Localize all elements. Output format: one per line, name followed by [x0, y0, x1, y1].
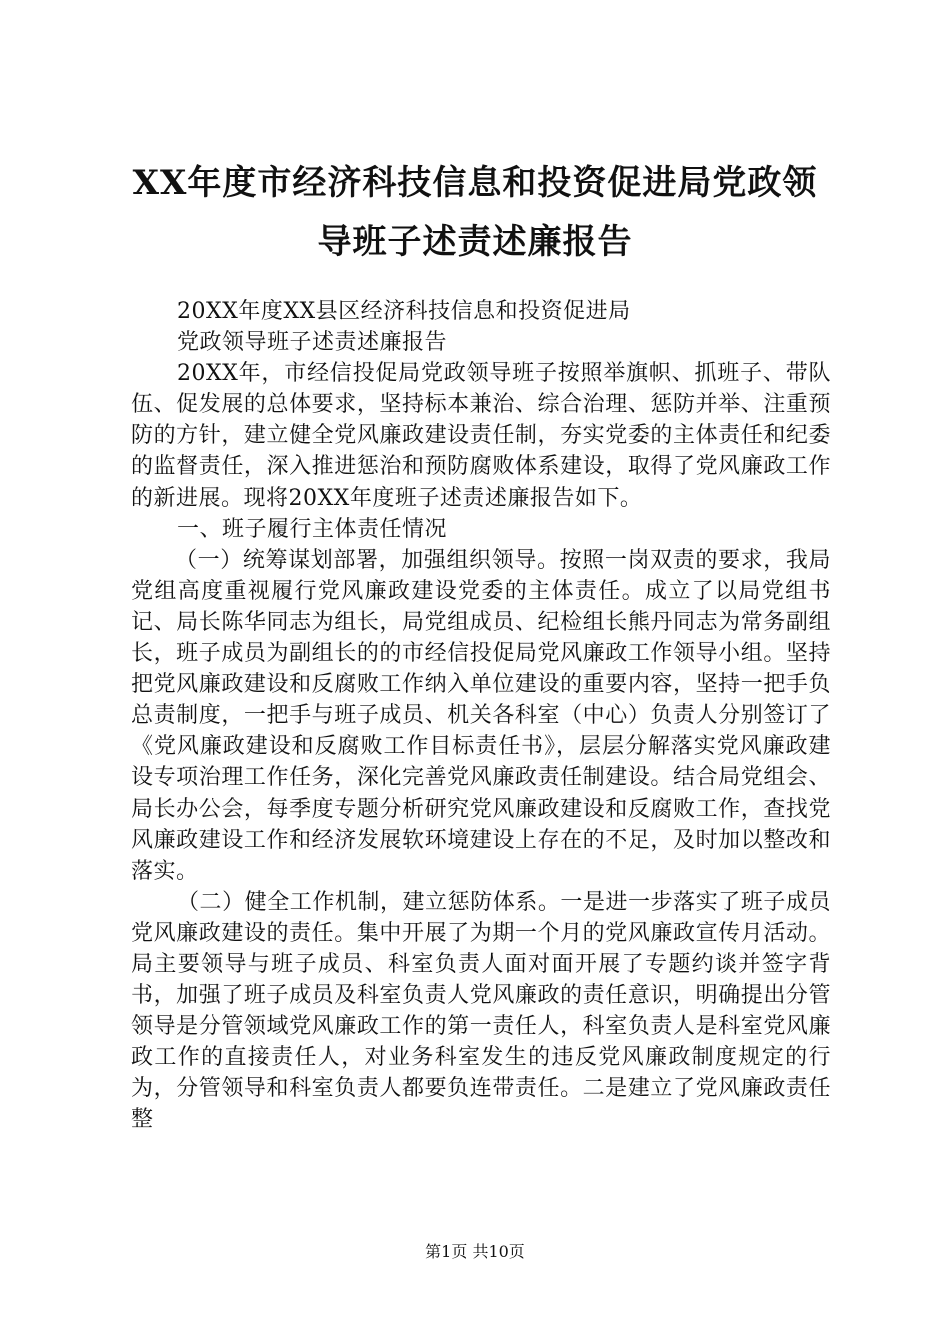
subtitle-line-1: 20XX年度XX县区经济科技信息和投资促进局 — [177, 299, 631, 324]
document-title-line-1: XX年度市经济科技信息和投资促进局党政领 — [132, 163, 818, 203]
section-heading: 一、班子履行主体责任情况 — [177, 516, 448, 542]
paragraph-one: （一）统筹谋划部署，加强组织领导。按照一岗双责的要求，我局党组高度重视履行党风廉政建设党委的主体责任。成立了以局党组书记、局长陈华同志为组长，局党组成员、纪检组长熊丹同志为常务副组长，班子成员为副组长的的市经信投促局党风廉政工作领导小组。坚持把党风廉政建设和反腐败工作纳入单位建设的重要内容，坚持一把手负总责制度，一把手与班子成员、机关各科室（中心）负责人分别签订了《党风廉政建设和反腐败工作目标责任书》，层层分解落实党风廉政建设专项治理工作任务，深化完善党风廉政责任制建设。结合局党组会、局长办公会，每季度专题分析研究党风廉政建设和反腐败工作，查找党风廉政建设工作和经济发展软环境建设上存在的不足，及时加以整改和落实。 — [131, 547, 831, 884]
document-title-line-2: 导班子述责述廉报告 — [317, 222, 633, 262]
paragraph-two: （二）健全工作机制，建立惩防体系。一是进一步落实了班子成员党风廉政建设的责任。集中开展了为期一个月的党风廉政宣传月活动。局主要领导与班子成员、科室负责人面对面开展了专题约谈并签字背书，加强了班子成员及科室负责人党风廉政的责任意识，明确提出分管领导是分管领域党风廉政工作的第一责任人，科室负责人是科室党风廉政工作的直接责任人，对业务科室发生的违反党风廉政制度规定的行为，分管领导和科室负责人都要负连带责任。二是建立了党风廉政责任整 — [131, 889, 831, 1133]
intro-paragraph: 20XX年，市经信投促局党政领导班子按照举旗帜、抓班子、带队伍、促发展的总体要求，坚持标本兼治、综合治理、惩防并举、注重预防的方针，建立健全党风廉政建设责任制，夯实党委的主体责任和纪委的监督责任，深入推进惩治和预防腐败体系建设，取得了党风廉政工作的新进展。现将20XX年度班子述责述廉报告如下。 — [131, 361, 831, 511]
page-footer: 第1页 共10页 — [425, 1242, 525, 1261]
document-body — [131, 296, 831, 1136]
subtitle-line-2: 党政领导班子述责述廉报告 — [177, 330, 448, 356]
